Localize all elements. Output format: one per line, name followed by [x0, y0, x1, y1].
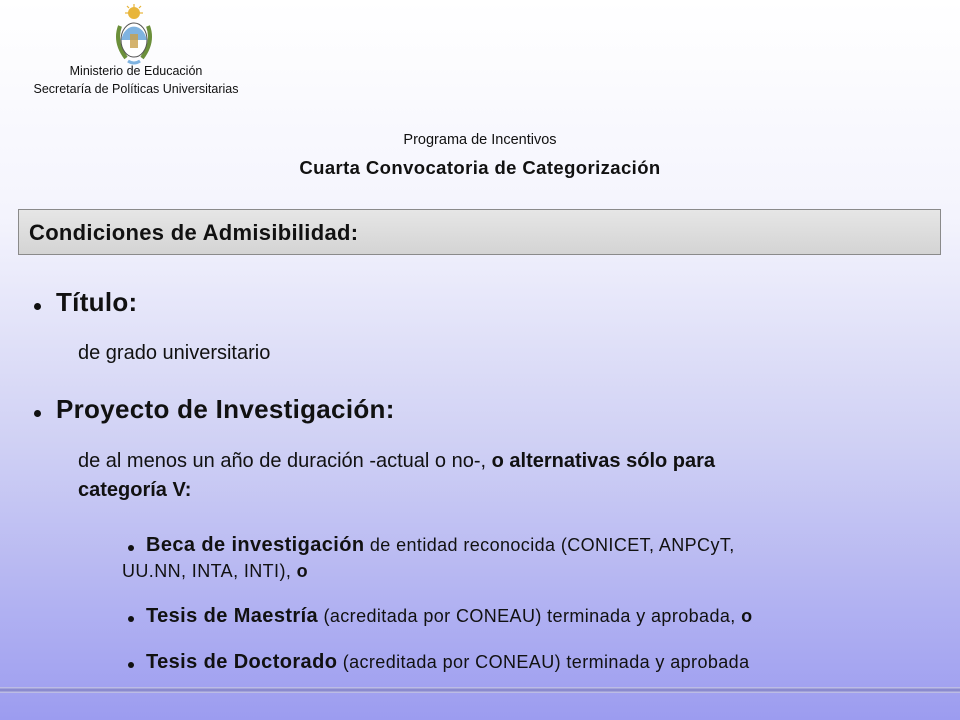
sub-bullet-icon — [128, 609, 134, 627]
alternative-beca-text: de entidad reconocida (CONICET, ANPCyT, — [364, 535, 735, 555]
section-heading-box — [18, 209, 941, 255]
alternative-maestria-title: Tesis de Maestría — [146, 605, 319, 627]
item-text-proyecto — [78, 447, 938, 505]
sub-bullet-icon — [128, 655, 134, 673]
alternative-connector: o — [741, 606, 753, 626]
alternative-connector: o — [296, 561, 309, 581]
alternative-beca — [146, 530, 936, 560]
section-heading: Condiciones de Admisibilidad: — [29, 220, 359, 245]
alternative-doctorado-title: Tesis de Doctorado — [146, 651, 338, 673]
item-text-plain: de al menos un año de duración -actual o no-, — [78, 450, 492, 472]
alternative-beca-line2: UU.NN, INTA, INTI), o — [122, 561, 309, 581]
program-subtitle: Cuarta Convocatoria de Categorización — [299, 157, 661, 178]
alternative-doctorado — [146, 647, 946, 677]
bullet-icon — [34, 404, 41, 422]
item-text-titulo: de grado universitario — [78, 342, 271, 364]
alternative-maestria — [146, 601, 946, 631]
item-text-bold-line2: categoría V: — [78, 479, 192, 501]
footer-divider — [0, 687, 960, 693]
item-text-bold: o alternativas sólo para — [491, 450, 716, 472]
sub-bullet-icon — [128, 538, 134, 556]
program-title: Programa de Incentivos — [403, 132, 557, 148]
argentina-coat-of-arms-icon — [112, 4, 156, 66]
bullet-icon — [34, 297, 41, 315]
ministry-name: Ministerio de Educación — [69, 64, 203, 78]
alternative-maestria-text: (acreditada por CONEAU) terminada y aprobada, — [318, 606, 742, 626]
item-heading-proyecto: Proyecto de Investigación: — [56, 394, 395, 424]
alternative-beca-title: Beca de investigación — [146, 534, 365, 556]
item-heading-titulo: Título: — [56, 287, 138, 317]
secretariat-name: Secretaría de Políticas Universitarias — [33, 82, 239, 96]
alternative-doctorado-text: (acreditada por CONEAU) terminada y aprobada — [337, 652, 750, 672]
